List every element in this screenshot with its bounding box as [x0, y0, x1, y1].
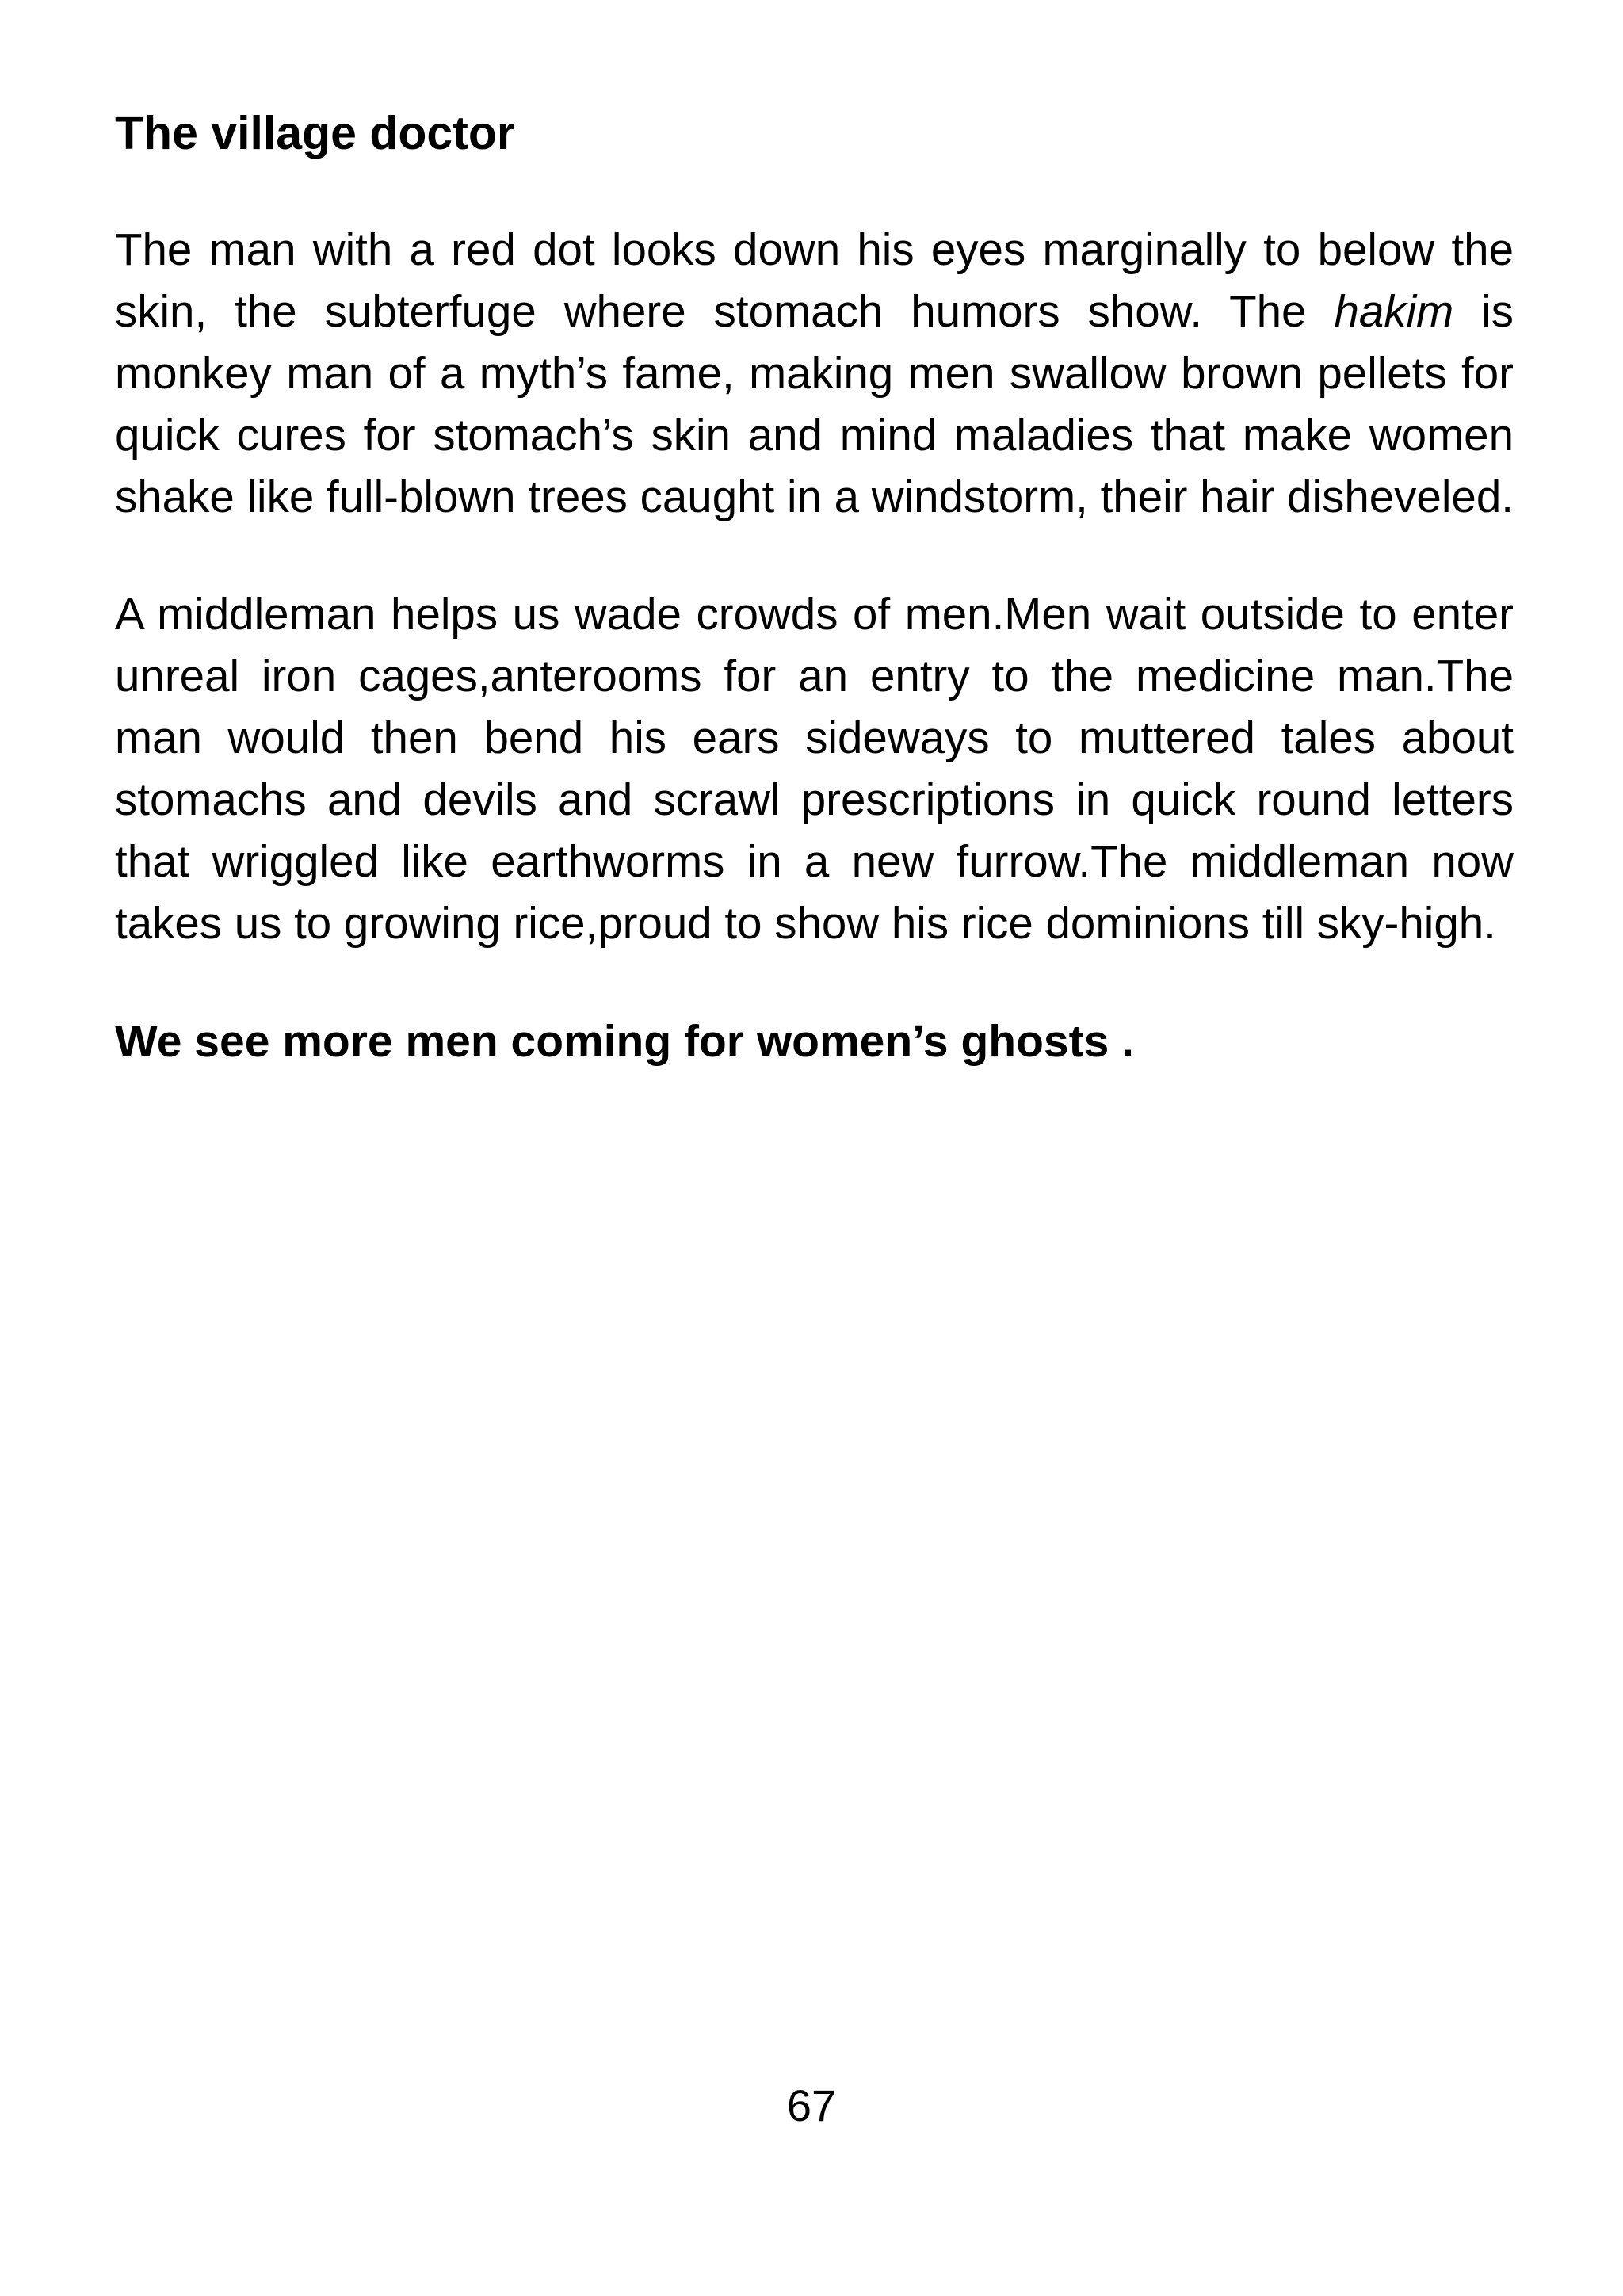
page-content: [115, 101, 1514, 1073]
paragraph-1-text-end: is monkey man of a myth’s fame, making men swallow brown pellets for quick cures for stomach’s skin and mind maladies that make women shake like full-blown trees caught in a windstorm, their hair disheveled.: [115, 286, 1514, 521]
closing-line: We see more men coming for women’s ghosts .: [115, 1016, 1134, 1067]
page-title: The village doctor: [115, 107, 515, 159]
paragraph-1-text-start: The man with a red dot looks down his eyes marginally to below the skin, the subterfuge where stomach humors show. The: [115, 224, 1514, 336]
page-number: 67: [786, 2080, 837, 2130]
italic-term-hakim: hakim: [1334, 286, 1454, 336]
body-paragraph-2: A middleman helps us wade crowds of men.Men wait outside to enter unreal iron cages,anterooms for an entry to the medicine man.The man would then bend his ears sideways to muttered tales about stomachs and devils and scrawl prescriptions in quick round letters that wriggled like earthworms in a new furrow.The middleman now takes us to growing rice,proud to show his rice dominions till sky-high.: [115, 589, 1514, 948]
body-paragraph-1: [115, 219, 1514, 528]
